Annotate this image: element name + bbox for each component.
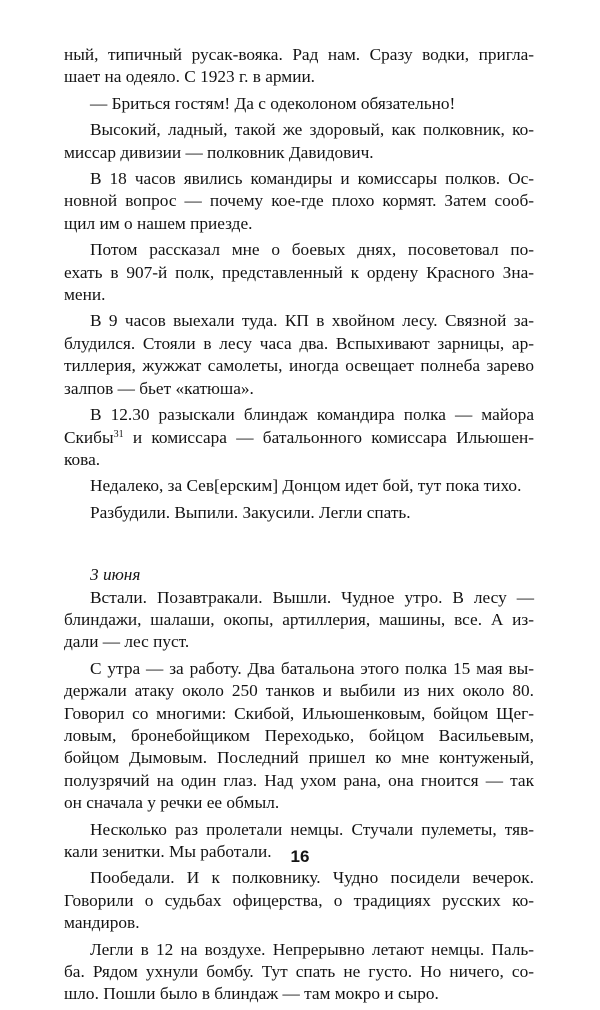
paragraph	[64, 502, 534, 524]
text-line: дали — лес пуст.	[64, 632, 190, 652]
text-line: ный, типичный русак-вояка. Рад нам. Сразу водки, пригла-	[64, 45, 534, 64]
paragraph	[64, 867, 534, 934]
text-line: полузрячий на один глаз. Над ухом рана, она гноится — так	[64, 770, 534, 790]
paragraph	[64, 310, 534, 400]
text-line: новной вопрос — почему кое-где плохо кормят. Затем сооб-	[64, 191, 534, 211]
text-line: бойцом Дымовым. Последний пришел ко мне контуженый,	[64, 748, 534, 768]
text-line: кова.	[64, 449, 101, 469]
text-line: кали зенитки. Мы работали.	[64, 841, 272, 861]
paragraph	[64, 475, 534, 497]
text-line: Недалеко, за Сев[ерским] Донцом идет бой, тут пока тихо.	[90, 476, 522, 496]
text-line: блиндажи, шалаши, окопы, артиллерия, машины, все. А из-	[64, 609, 534, 629]
paragraph	[64, 587, 534, 654]
text-line: Высокий, ладный, такой же здоровый, как полковник, ко-	[90, 120, 534, 140]
text-line: Пообедали. И к полковнику. Чудно посидели вечерок.	[90, 868, 534, 888]
text-line: шло. Пошли было в блиндаж — там мокро и сыро.	[64, 984, 439, 1004]
text-line: В 18 часов явились командиры и комиссары полков. Ос-	[90, 169, 534, 189]
text-line: мандиров.	[64, 913, 140, 933]
text-line: блудился. Стояли в лесу часа два. Вспыхивают зарницы, ар-	[64, 333, 534, 353]
text-line: Потом рассказал мне о боевых днях, посоветовал по-	[90, 240, 534, 260]
section-gap	[64, 528, 534, 564]
text-line: В 9 часов выехали туда. КП в хвойном лесу. Связной за-	[90, 311, 534, 331]
text-line: Несколько раз пролетали немцы. Стучали пулеметы, тяв-	[90, 819, 534, 839]
date-heading: 3 июня	[90, 565, 141, 585]
text-line: мени.	[64, 285, 106, 305]
section-june-2	[64, 44, 534, 524]
text-line: В 12.30 разыскали блиндаж командира полка — майора	[90, 405, 534, 425]
paragraph	[64, 119, 534, 164]
paragraph	[64, 93, 534, 115]
surname-text: Скибы	[64, 427, 114, 447]
text-line: тиллерия, жужжат самолеты, иногда освещает полнеба зарево	[64, 356, 534, 376]
text-line	[64, 427, 534, 449]
text-line: ловым, бронебойщиком Переходько, бойцом Васильевым,	[64, 725, 534, 745]
text-line: держали атаку около 250 танков и выбили из них около 80.	[64, 681, 534, 701]
text-line: — Бриться гостям! Да с одеколоном обязательно!	[90, 93, 456, 113]
text-line: он сначала у речки ее обмыл.	[64, 793, 280, 813]
text-line: щил им о нашем приезде.	[64, 213, 253, 233]
text-continuation: и комиссара — батальонного комиссара Ильюшен-	[123, 427, 534, 447]
text-line: Говорили о судьбах офицерства, о традициях русских ко-	[64, 890, 534, 910]
paragraph	[64, 168, 534, 235]
text-line: Легли в 12 на воздухе. Непрерывно летают немцы. Паль-	[90, 939, 534, 959]
text-line: Встали. Позавтракали. Вышли. Чудное утро. В лесу —	[90, 587, 534, 607]
paragraph	[64, 44, 534, 89]
paragraph	[64, 939, 534, 1006]
text-line: С утра — за работу. Два батальона этого полка 15 мая вы-	[90, 658, 534, 678]
page-number: 16	[290, 847, 310, 866]
paragraph	[64, 239, 534, 306]
footnote-marker[interactable]: 31	[113, 428, 124, 440]
paragraph	[64, 404, 534, 471]
text-line: ехать в 907-й полк, представленный к ордену Красного Зна-	[64, 262, 534, 282]
text-line: миссар дивизии — полковник Давидович.	[64, 142, 374, 162]
text-line: Говорил со многими: Скибой, Ильюшенковым, бойцом Щег-	[64, 703, 534, 723]
text-line: Разбудили. Выпили. Закусили. Легли спать.	[90, 502, 411, 522]
paragraph	[64, 658, 534, 815]
text-line: шает на одеяло. С 1923 г. в армии.	[64, 67, 316, 87]
text-line: залпов — бьет «катюша».	[64, 378, 254, 398]
text-line: ба. Рядом ухнули бомбу. Тут спать не густо. Но ничего, со-	[64, 962, 534, 982]
section-june-3	[64, 564, 534, 1006]
